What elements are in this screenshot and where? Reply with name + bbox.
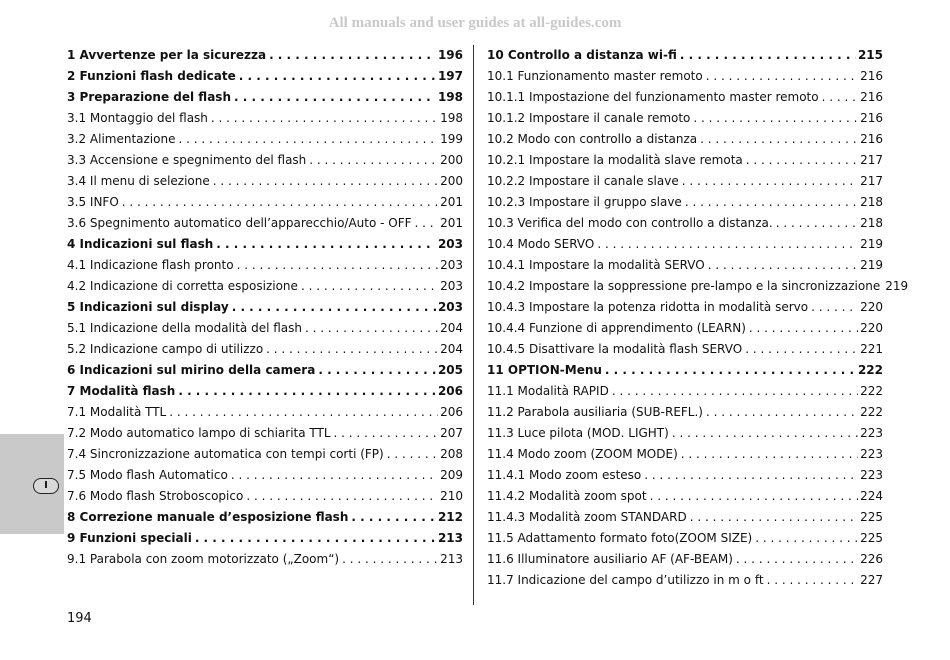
toc-entry[interactable] [487,234,883,255]
toc-entry[interactable] [67,360,463,381]
toc-entry-title: 3.1 Montaggio del flash [67,111,208,125]
toc-dot-leader [612,381,858,402]
toc-entry-page: 203 [440,258,463,272]
toc-dot-leader [685,192,858,213]
toc-dot-leader [690,507,858,528]
toc-entry[interactable] [67,45,463,66]
toc-dot-leader [672,423,858,444]
toc-entry-page: 224 [860,489,883,503]
toc-dot-leader [811,297,858,318]
toc-entry[interactable] [487,570,883,591]
toc-dot-leader [749,318,858,339]
toc-entry-title: 11 OPTION-Menu [487,363,602,377]
toc-entry-title: 11.4 Modo zoom (ZOOM MODE) [487,447,678,461]
toc-dot-leader [232,297,436,318]
toc-entry-page: 215 [857,48,883,62]
toc-entry-page: 210 [440,489,463,503]
toc-entry[interactable] [487,528,883,549]
toc-dot-leader [644,465,858,486]
toc-entry-page: 206 [437,384,463,398]
toc-entry[interactable] [487,276,909,297]
toc-entry-page: 219 [860,237,883,251]
toc-entry-title: 1 Avvertenze per la sicurezza [67,48,267,62]
column-divider [473,45,474,605]
toc-dot-leader [693,108,858,129]
toc-entry[interactable] [67,66,463,87]
toc-entry-title: 11.3 Luce pilota (MOD. LIGHT) [487,426,669,440]
toc-entry-title: 7.2 Modo automatico lampo di schiarita TTL [67,426,331,440]
toc-entry[interactable] [487,87,883,108]
toc-entry-title: 11.7 Indicazione del campo d’utilizzo in m o ft [487,573,764,587]
toc-entry-title: 3.4 Il menu di selezione [67,174,210,188]
toc-entry[interactable] [67,171,463,192]
toc-dot-leader [216,234,436,255]
toc-entry-page: 203 [440,279,463,293]
toc-entry[interactable] [67,402,463,423]
toc-entry-page: 223 [860,426,883,440]
toc-entry-title: 10.1.2 Impostare il canale remoto [487,111,691,125]
toc-entry-page: 196 [437,48,463,62]
toc-entry[interactable] [487,66,883,87]
toc-dot-leader [755,528,858,549]
toc-entry-page: 216 [860,111,883,125]
toc-entry[interactable] [67,297,463,318]
toc-entry[interactable] [487,45,883,66]
toc-entry-title: 4.1 Indicazione flash pronto [67,258,234,272]
toc-dot-leader [387,444,438,465]
toc-entry[interactable] [67,276,463,297]
toc-entry-page: 207 [440,426,463,440]
toc-entry-title: 9 Funzioni speciali [67,531,192,545]
toc-entry-page: 219 [885,279,909,293]
toc-entry-title: 10.2.3 Impostare il gruppo slave [487,195,682,209]
toc-dot-leader [822,87,859,108]
toc-entry-title: 11.6 Illuminatore ausiliario AF (AF-BEAM) [487,552,733,566]
toc-entry-title: 7.5 Modo flash Automatico [67,468,228,482]
toc-entry[interactable] [67,234,463,255]
toc-entry[interactable] [487,360,883,381]
toc-entry-page: 218 [860,216,883,230]
toc-entry[interactable] [67,255,463,276]
toc-entry[interactable] [487,402,883,423]
toc-entry[interactable] [67,192,463,213]
toc-entry[interactable] [487,507,883,528]
toc-entry-title: 11.2 Parabola ausiliaria (SUB-REFL.) [487,405,703,419]
toc-entry-page: 209 [440,468,463,482]
toc-entry-title: 10.1.1 Impostazione del funzionamento master remoto [487,90,819,104]
toc-entry-page: 221 [860,342,883,356]
toc-entry-page: 223 [860,447,883,461]
toc-dot-leader [706,66,858,87]
toc-entry-title: 11.1 Modalità RAPID [487,384,609,398]
toc-entry-page: 206 [440,405,463,419]
toc-entry-title: 3.5 INFO [67,195,119,209]
toc-dot-leader [239,66,436,87]
toc-entry[interactable] [67,87,463,108]
toc-entry-page: 213 [437,531,463,545]
toc-dot-leader [237,255,439,276]
toc-dot-leader [234,87,436,108]
toc-dot-leader [269,45,436,66]
toc-entry-page: 216 [860,90,883,104]
toc-entry-page: 220 [860,321,883,335]
toc-entry-title: 6 Indicazioni sul mirino della camera [67,363,316,377]
toc-dot-leader [266,339,438,360]
toc-entry-title: 8 Correzione manuale d’esposizione flash [67,510,349,524]
toc-entry-title: 5 Indicazioni sul display [67,300,229,314]
toc-entry-title: 7.1 Modalità TTL [67,405,167,419]
toc-entry-title: 3.3 Accensione e spegnimento del flash [67,153,307,167]
toc-entry[interactable] [67,213,463,234]
toc-entry[interactable] [67,507,463,528]
toc-dot-leader [318,360,436,381]
toc-entry-page: 217 [860,153,883,167]
toc-dot-leader [334,423,439,444]
toc-entry-title: 11.4.3 Modalità zoom STANDARD [487,510,687,524]
toc-entry-title: 10.4.5 Disattivare la modalità flash SERVO [487,342,743,356]
toc-entry[interactable] [67,528,463,549]
toc-dot-leader [169,402,438,423]
toc-dot-leader [776,213,858,234]
toc-entry-page: 222 [860,384,883,398]
toc-entry[interactable] [487,192,883,213]
toc-dot-leader [680,45,856,66]
toc-dot-leader [122,192,438,213]
toc-entry-title: 3.2 Alimentazione [67,132,176,146]
toc-entry-page: 199 [440,132,463,146]
toc-entry[interactable] [487,444,883,465]
toc-dot-leader [681,444,858,465]
toc-dot-leader [178,129,438,150]
toc-entry-title: 3 Preparazione del flash [67,90,231,104]
toc-entry-page: 213 [440,552,463,566]
toc-entry[interactable] [487,486,883,507]
page-number: 194 [67,611,92,626]
toc-entry-page: 204 [440,321,463,335]
toc-dot-leader [309,150,438,171]
toc-entry-title: 10.3 Verifica del modo con controllo a distanza. [487,216,773,230]
toc-entry-title: 11.4.1 Modo zoom esteso [487,468,642,482]
toc-entry-page: 227 [860,573,883,587]
toc-dot-leader [195,528,436,549]
toc-entry-title: 10.4.2 Impostare la soppressione pre-lampo e la sincronizzazione [487,279,881,293]
toc-dot-leader [700,129,858,150]
toc-entry-page: 216 [860,69,883,83]
toc-entry-title: 7 Modalità flash [67,384,176,398]
toc-entry-title: 10.4.3 Impostare la potenza ridotta in modalità servo [487,300,809,314]
toc-dot-leader [301,276,438,297]
toc-entry[interactable] [487,339,883,360]
toc-entry-title: 3.6 Spegnimento automatico dell’apparecchio/Auto - OFF [67,216,412,230]
toc-entry[interactable] [67,444,463,465]
toc-entry-title: 10.2.1 Impostare la modalità slave remota [487,153,743,167]
toc-entry-title: 10.4.4 Funzione di apprendimento (LEARN) [487,321,746,335]
toc-entry-title: 4 Indicazioni sul flash [67,237,214,251]
toc-entry[interactable] [487,108,883,129]
toc-dot-leader [682,171,858,192]
toc-dot-leader [415,213,439,234]
toc-entry[interactable] [67,381,463,402]
toc-dot-leader [231,465,438,486]
toc-entry-title: 10.2.2 Impostare il canale slave [487,174,679,188]
toc-dot-leader [342,549,438,570]
toc-entry-page: 225 [860,510,883,524]
toc-entry-page: 197 [437,69,463,83]
toc-dot-leader [178,381,436,402]
toc-entry[interactable] [487,297,883,318]
toc-dot-leader [736,549,858,570]
toc-dot-leader [708,255,858,276]
watermark-text: All manuals and user guides at all-guides.com [328,15,622,31]
toc-entry[interactable] [487,381,883,402]
toc-entry[interactable] [67,486,463,507]
toc-entry-page: 222 [857,363,883,377]
toc-entry[interactable] [487,213,883,234]
toc-entry[interactable] [67,465,463,486]
toc-entry-page: 216 [860,132,883,146]
toc-entry-page: 220 [860,300,883,314]
toc-entry-page: 198 [437,90,463,104]
toc-entry-title: 10 Controllo a distanza wi-fi [487,48,677,62]
toc-entry[interactable] [67,150,463,171]
toc-entry-title: 10.4 Modo SERVO [487,237,595,251]
toc-entry-page: 226 [860,552,883,566]
toc-entry-page: 201 [440,195,463,209]
toc-dot-leader [745,339,858,360]
toc-right-column [487,45,909,591]
toc-entry[interactable] [67,549,463,570]
toc-entry-page: 218 [860,195,883,209]
toc-entry-page: 219 [860,258,883,272]
toc-entry-title: 2 Funzioni flash dedicate [67,69,236,83]
toc-entry-title: 11.5 Adattamento formato foto(ZOOM SIZE) [487,531,753,545]
toc-entry[interactable] [67,108,463,129]
toc-entry-title: 4.2 Indicazione di corretta esposizione [67,279,298,293]
toc-entry-page: 222 [860,405,883,419]
toc-entry[interactable] [487,171,883,192]
toc-dot-leader [211,108,438,129]
toc-entry[interactable] [487,255,883,276]
toc-entry-page: 208 [440,447,463,461]
toc-entry-page: 198 [440,111,463,125]
toc-dot-leader [597,234,858,255]
toc-entry-title: 7.6 Modo flash Stroboscopico [67,489,244,503]
toc-dot-leader [605,360,856,381]
toc-entry-page: 203 [437,237,463,251]
toc-entry[interactable] [487,465,883,486]
toc-dot-leader [305,318,438,339]
toc-entry-title: 10.4.1 Impostare la modalità SERVO [487,258,705,272]
toc-entry-title: 7.4 Sincronizzazione automatica con tempi corti (FP) [67,447,384,461]
toc-entry[interactable] [487,129,883,150]
toc-entry-title: 5.2 Indicazione campo di utilizzo [67,342,264,356]
toc-dot-leader [650,486,859,507]
toc-entry-page: 225 [860,531,883,545]
toc-entry-title: 5.1 Indicazione della modalità del flash [67,321,303,335]
toc-entry[interactable] [67,423,463,444]
toc-dot-leader [767,570,859,591]
toc-entry-title: 11.4.2 Modalità zoom spot [487,489,647,503]
toc-dot-leader [351,507,436,528]
toc-entry-page: 204 [440,342,463,356]
toc-entry-page: 223 [860,468,883,482]
toc-entry-page: 205 [437,363,463,377]
toc-entry-page: 200 [440,153,463,167]
toc-entry-title: 10.1 Funzionamento master remoto [487,69,703,83]
toc-entry[interactable] [487,423,883,444]
toc-entry[interactable] [487,318,883,339]
toc-entry[interactable] [67,318,463,339]
language-badge: I [33,478,59,494]
toc-entry-page: 203 [437,300,463,314]
toc-dot-leader [246,486,438,507]
toc-dot-leader [213,171,438,192]
toc-entry-page: 200 [440,174,463,188]
toc-entry-page: 217 [860,174,883,188]
toc-dot-leader [746,150,858,171]
toc-left-column [67,45,463,570]
toc-entry[interactable] [487,549,883,570]
toc-entry[interactable] [67,129,463,150]
toc-entry-page: 201 [440,216,463,230]
toc-entry-page: 212 [437,510,463,524]
toc-dot-leader [706,402,858,423]
toc-entry-title: 10.2 Modo con controllo a distanza [487,132,698,146]
toc-entry[interactable] [67,339,463,360]
toc-entry[interactable] [487,150,883,171]
toc-entry-title: 9.1 Parabola con zoom motorizzato („Zoom“) [67,552,340,566]
